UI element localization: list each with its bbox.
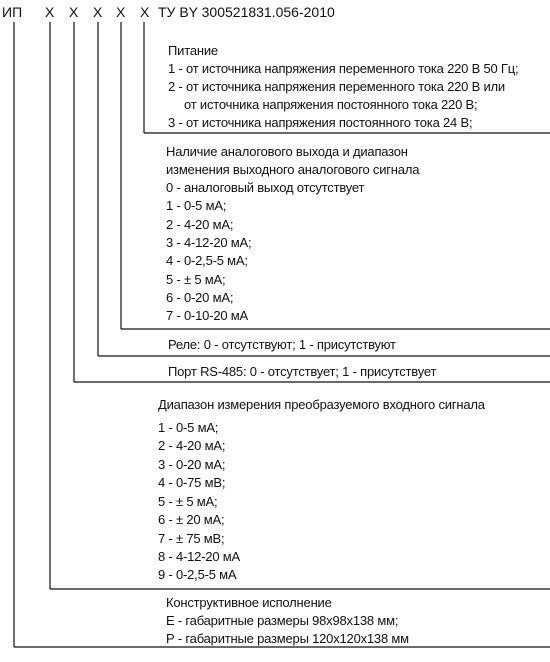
input-range-item: 3 - 0-20 мА; <box>158 457 226 472</box>
power-item: 1 - от источника напряжения переменного тока 220 В 50 Гц; <box>168 61 519 76</box>
header-x4: X <box>116 4 126 20</box>
analog-item: 7 - 0-10-20 мА <box>166 308 249 323</box>
input-range-item: 1 - 0-5 мА; <box>158 420 219 435</box>
input-range-title: Диапазон измерения преобразуемого входного сигнала <box>158 397 485 412</box>
analog-item: 6 - 0-20 мА; <box>166 290 234 305</box>
input-range-item: 2 - 4-20 мА; <box>158 438 226 453</box>
input-range-item: 6 - ± 20 мА; <box>158 512 225 527</box>
design-item: Р - габаритные размеры 120х120х138 мм <box>166 631 409 646</box>
analog-item: 5 - ± 5 мА; <box>166 272 226 287</box>
analog-item: 1 - 0-5 мА; <box>166 198 227 213</box>
header-standard: ТУ BY 300521831.056-2010 <box>158 4 335 20</box>
analog-title-line2: изменения выходного аналогового сигнала <box>166 162 420 177</box>
power-item: 3 - от источника напряжения постоянного тока 24 В; <box>168 115 473 130</box>
header-x3: X <box>93 4 103 20</box>
input-range-item: 4 - 0-75 мВ; <box>158 475 226 490</box>
header-x5: X <box>140 4 150 20</box>
power-title: Питание <box>168 43 218 58</box>
input-range-item: 8 - 4-12-20 мА <box>158 549 241 564</box>
input-range-item: 7 - ± 75 мВ; <box>158 531 225 546</box>
port-text: Порт RS-485: 0 - отсутствует; 1 - присутствует <box>168 364 437 379</box>
design-item: Е - габаритные размеры 98х98х138 мм; <box>166 613 399 628</box>
input-range-item: 5 - ± 5 мА; <box>158 494 218 509</box>
relay-text: Реле: 0 - отсутствуют; 1 - присутствуют <box>168 337 396 352</box>
design-title: Конструктивное исполнение <box>166 595 332 610</box>
power-item: от источника напряжения постоянного тока 220 В; <box>184 97 478 112</box>
header-code: ИП <box>2 4 23 20</box>
analog-item: 3 - 4-12-20 мА; <box>166 235 252 250</box>
analog-item: 2 - 4-20 мА; <box>166 217 234 232</box>
header-x1: X <box>45 4 55 20</box>
analog-item: 0 - аналоговый выход отсутствует <box>166 180 365 195</box>
input-range-item: 9 - 0-2,5-5 мА <box>158 567 237 582</box>
header-x2: X <box>69 4 79 20</box>
power-item: 2 - от источника напряжения переменного тока 220 В или <box>168 79 505 94</box>
analog-item: 4 - 0-2,5-5 мА; <box>166 253 248 268</box>
analog-title-line1: Наличие аналогового выхода и диапазон <box>166 144 408 159</box>
